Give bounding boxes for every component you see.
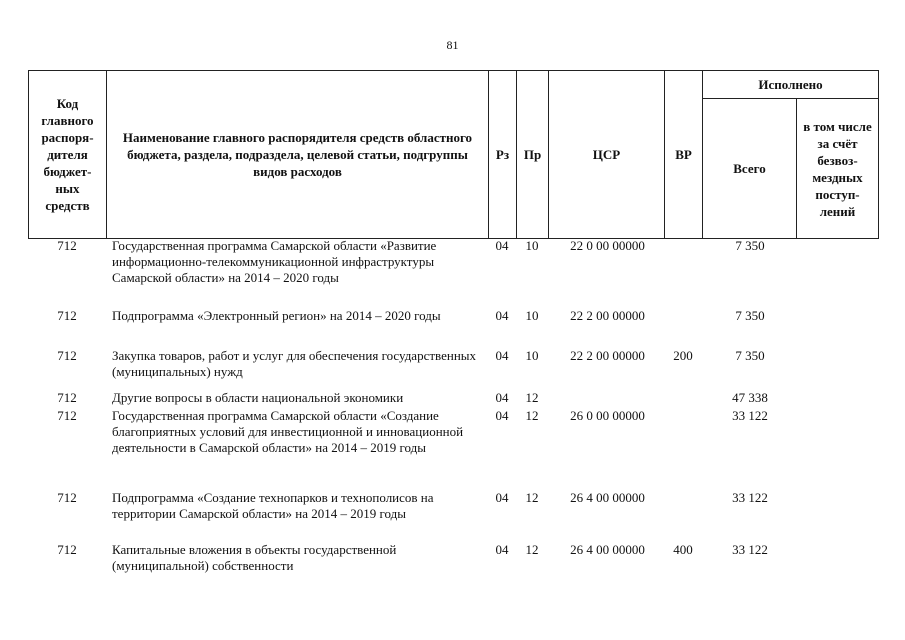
cell-rz: 04 <box>495 348 509 363</box>
header-code: Код главного распоря-дителя бюджет-ных средств <box>29 71 107 239</box>
cell-name: Подпрограмма «Создание технопарков и технополисов на территории Самарской области» на 2014 – 2019 годы <box>112 490 434 521</box>
cell-vr: 400 <box>673 542 693 557</box>
header-executed: Исполнено <box>703 71 879 99</box>
header-pr: Пр <box>517 71 549 239</box>
cell-name: Капитальные вложения в объекты государственной (муниципальной) собственности <box>112 542 397 573</box>
cell-pr: 12 <box>525 390 539 405</box>
cell-rz: 04 <box>495 490 509 505</box>
cell-total: 33 122 <box>732 408 768 423</box>
cell-name: Закупка товаров, работ и услуг для обеспечения государственных (муниципальных) нужд <box>112 348 477 379</box>
cell-name: Государственная программа Самарской области «Развитие информационно-телекоммуникационной инфраструктуры Самарской области» на 2014 – 2020 годы <box>112 238 437 285</box>
header-name: Наименование главного распорядителя средств областного бюджета, раздела, подраздела, целевой статьи, подгруппы видов расходов <box>107 71 489 239</box>
cell-csr: 26 4 00 00000 <box>570 490 645 505</box>
table-header <box>28 70 879 239</box>
cell-rz: 04 <box>495 390 509 405</box>
cell-rz: 04 <box>495 408 509 423</box>
cell-pr: 12 <box>525 408 539 423</box>
cell-code: 712 <box>57 408 77 423</box>
cell-total: 33 122 <box>732 490 768 505</box>
header-free: в том числе за счёт безвоз-мездных поступ-лений <box>797 99 879 239</box>
cell-total: 7 350 <box>735 238 765 253</box>
cell-code: 712 <box>57 390 77 405</box>
cell-name: Другие вопросы в области национальной экономики <box>112 390 404 405</box>
cell-rz: 04 <box>495 542 509 557</box>
cell-pr: 10 <box>525 238 539 253</box>
cell-code: 712 <box>57 238 77 253</box>
cell-code: 712 <box>57 542 77 557</box>
cell-rz: 04 <box>495 238 509 253</box>
cell-rz: 04 <box>495 308 509 323</box>
header-rz: Рз <box>489 71 517 239</box>
cell-code: 712 <box>57 348 77 363</box>
cell-pr: 10 <box>525 308 539 323</box>
cell-total: 33 122 <box>732 542 768 557</box>
cell-pr: 12 <box>525 542 539 557</box>
page-number: 81 <box>446 38 459 52</box>
header-total: Всего <box>703 99 797 239</box>
cell-vr: 200 <box>673 348 693 363</box>
cell-pr: 10 <box>525 348 539 363</box>
cell-code: 712 <box>57 308 77 323</box>
cell-total: 7 350 <box>735 308 765 323</box>
cell-csr: 22 0 00 00000 <box>570 238 645 253</box>
cell-csr: 26 4 00 00000 <box>570 542 645 557</box>
cell-pr: 12 <box>525 490 539 505</box>
cell-name: Подпрограмма «Электронный регион» на 2014 – 2020 годы <box>112 308 441 323</box>
cell-csr: 22 2 00 00000 <box>570 308 645 323</box>
cell-code: 712 <box>57 490 77 505</box>
cell-name: Государственная программа Самарской области «Создание благоприятных условий для инвестиционной и инновационной деятельности в Самарской области» на 2014 – 2019 годы <box>112 408 464 455</box>
cell-total: 47 338 <box>732 390 768 405</box>
cell-csr: 26 0 00 00000 <box>570 408 645 423</box>
header-vr: ВР <box>665 71 703 239</box>
cell-csr: 22 2 00 00000 <box>570 348 645 363</box>
header-csr: ЦСР <box>549 71 665 239</box>
cell-total: 7 350 <box>735 348 765 363</box>
